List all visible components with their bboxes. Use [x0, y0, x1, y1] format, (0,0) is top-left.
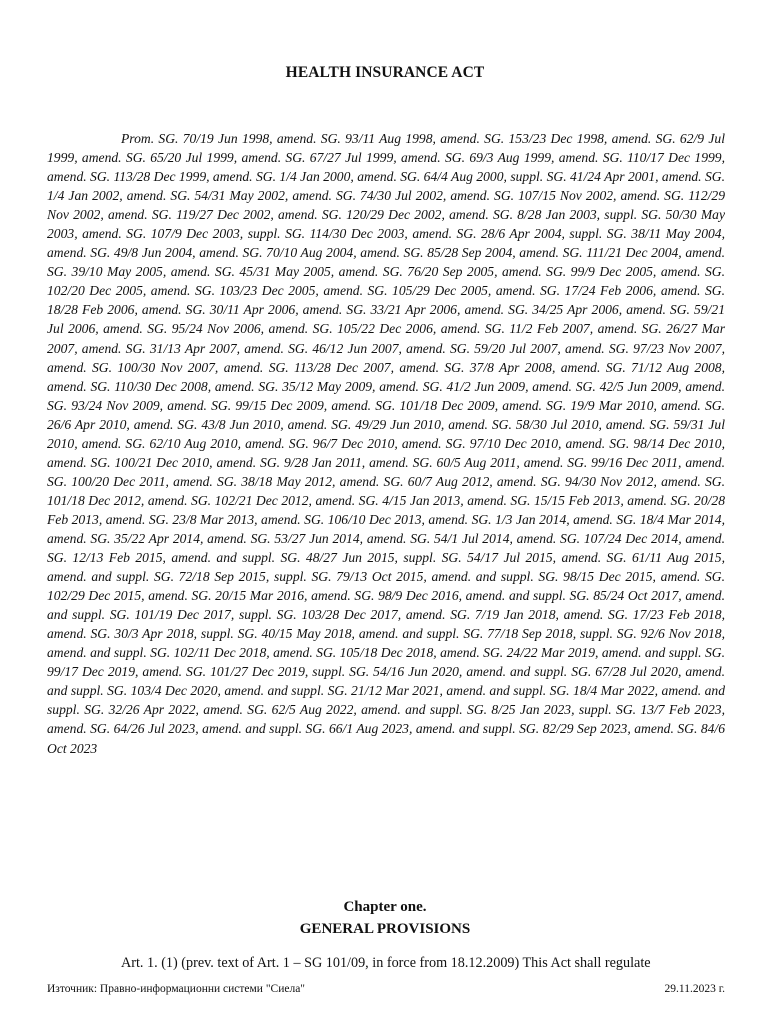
article-1-text: Art. 1. (1) (prev. text of Art. 1 – SG 101/09, in force from 18.12.2009) This Act shall regulate: [121, 955, 651, 971]
chapter-heading: [0, 896, 770, 940]
document-title: HEALTH INSURANCE ACT: [285, 64, 485, 81]
chapter-number: Chapter one.: [343, 899, 427, 915]
page-footer: [47, 983, 725, 995]
footer-source: Източник: Правно-информационни системи "Сиела": [47, 983, 305, 995]
promulgation-history: Prom. SG. 70/19 Jun 1998, amend. SG. 93/11 Aug 1998, amend. SG. 153/23 Dec 1998, amend. SG. 62/9 Jul 1999, amend. SG. 65/20 Jul 1999, amend. SG. 67/27 Jul 1999, amend. SG. 69/3 Aug 1999, amend. SG. 110/17 Dec 1999, amend. SG. 113/28 Dec 1999, amend. SG. 1/4 Jan 2000, amend. SG. 64/4 Aug 2000, suppl. SG. 41/24 Apr 2001, amend. SG. 1/4 Jan 2002, amend. SG. 54/31 May 2002, amend. SG. 74/30 Jul 2002, amend. SG. 107/15 Nov 2002, amend. SG. 112/29 Nov 2002, amend. SG. 119/27 Dec 2002, amend. SG. 120/29 Dec 2002, amend. SG. 8/28 Jan 2003, suppl. SG. 50/30 May 2003, amend. SG. 107/9 Dec 2003, suppl. SG. 114/30 Dec 2003, amend. SG. 28/6 Apr 2004, suppl. SG. 38/11 May 2004, amend. SG. 49/8 Jun 2004, amend. SG. 70/10 Aug 2004, amend. SG. 85/28 Sep 2004, amend. SG. 111/21 Dec 2004, amend. SG. 39/10 May 2005, amend. SG. 45/31 May 2005, amend. SG. 76/20 Sep 2005, amend. SG. 99/9 Dec 2005, amend. SG. 102/20 Dec 2005, amend. SG. 103/23 Dec 2005, amend. SG. 105/29 Dec 2005, amend. SG. 17/24 Feb 2006, amend. SG. 18/28 Feb 2006, amend. SG. 30/11 Apr 2006, amend. SG. 33/21 Apr 2006, amend. SG. 34/25 Apr 2006, amend. SG. 59/21 Jul 2006, amend. SG. 95/24 Nov 2006, amend. SG. 105/22 Dec 2006, amend. SG. 11/2 Feb 2007, amend. SG. 26/27 Mar 2007, amend. SG. 31/13 Apr 2007, amend. SG. 46/12 Jun 2007, amend. SG. 59/20 Jul 2007, amend. SG. 97/23 Nov 2007, amend. SG. 100/30 Nov 2007, amend. SG. 113/28 Dec 2007, amend. SG. 37/8 Apr 2008, amend. SG. 71/12 Aug 2008, amend. SG. 110/30 Dec 2008, amend. SG. 35/12 May 2009, amend. SG. 41/2 Jun 2009, amend. SG. 42/5 Jun 2009, amend. SG. 93/24 Nov 2009, amend. SG. 99/15 Dec 2009, amend. SG. 101/18 Dec 2009, amend. SG. 19/9 Mar 2010, amend. SG. 26/6 Apr 2010, amend. SG. 43/8 Jun 2010, amend. SG. 49/29 Jun 2010, amend. SG. 58/30 Jul 2010, amend. SG. 59/31 Jul 2010, amend. SG. 62/10 Aug 2010, amend. SG. 96/7 Dec 2010, amend. SG. 97/10 Dec 2010, amend. SG. 98/14 Dec 2010, amend. SG. 100/21 Dec 2010, amend. SG. 9/28 Jan 2011, amend. SG. 60/5 Aug 2011, amend. SG. 99/16 Dec 2011, amend. SG. 100/20 Dec 2011, amend. SG. 38/18 May 2012, amend. SG. 60/7 Aug 2012, amend. SG. 94/30 Nov 2012, amend. SG. 101/18 Dec 2012, amend. SG. 102/21 Dec 2012, amend. SG. 4/15 Jan 2013, amend. SG. 15/15 Feb 2013, amend. SG. 20/28 Feb 2013, amend. SG. 23/8 Mar 2013, amend. SG. 106/10 Dec 2013, amend. SG. 1/3 Jan 2014, amend. SG. 18/4 Mar 2014, amend. SG. 35/22 Apr 2014, amend. SG. 53/27 Jun 2014, amend. SG. 54/1 Jul 2014, amend. SG. 107/24 Dec 2014, amend. SG. 12/13 Feb 2015, amend. and suppl. SG. 48/27 Jun 2015, suppl. SG. 54/17 Jul 2015, amend. SG. 61/11 Aug 2015, amend. and suppl. SG. 72/18 Sep 2015, suppl. SG. 79/13 Oct 2015, amend. and suppl. SG. 98/15 Dec 2015, amend. SG. 102/29 Dec 2015, amend. SG. 20/15 Mar 2016, amend. SG. 98/9 Dec 2016, amend. and suppl. SG. 85/24 Oct 2017, amend. and suppl. SG. 101/19 Dec 2017, suppl. SG. 103/28 Dec 2017, amend. SG. 7/19 Jan 2018, amend. SG. 17/23 Feb 2018, amend. SG. 30/3 Apr 2018, suppl. SG. 40/15 May 2018, amend. and suppl. SG. 77/18 Sep 2018, suppl. SG. 92/6 Nov 2018, amend. and suppl. SG. 102/11 Dec 2018, amend. SG. 105/18 Dec 2018, amend. SG. 24/22 Mar 2019, amend. and suppl. SG. 99/17 Dec 2019, amend. SG. 101/27 Dec 2019, suppl. SG. 54/16 Jun 2020, amend. and suppl. SG. 67/28 Jul 2020, amend. and suppl. SG. 103/4 Dec 2020, amend. and suppl. SG. 21/12 Mar 2021, amend. and suppl. SG. 18/4 Mar 2022, amend. and suppl. SG. 32/26 Apr 2022, amend. SG. 62/5 Aug 2022, amend. and suppl. SG. 8/25 Jan 2023, suppl. SG. 13/7 Feb 2023, amend. SG. 64/26 Jul 2023, amend. and suppl. SG. 66/1 Aug 2023, amend. and suppl. SG. 82/29 Sep 2023, amend. SG. 84/6 Oct 2023: [47, 131, 725, 756]
footer-date: 29.11.2023 г.: [664, 983, 725, 995]
chapter-title: GENERAL PROVISIONS: [299, 921, 471, 937]
